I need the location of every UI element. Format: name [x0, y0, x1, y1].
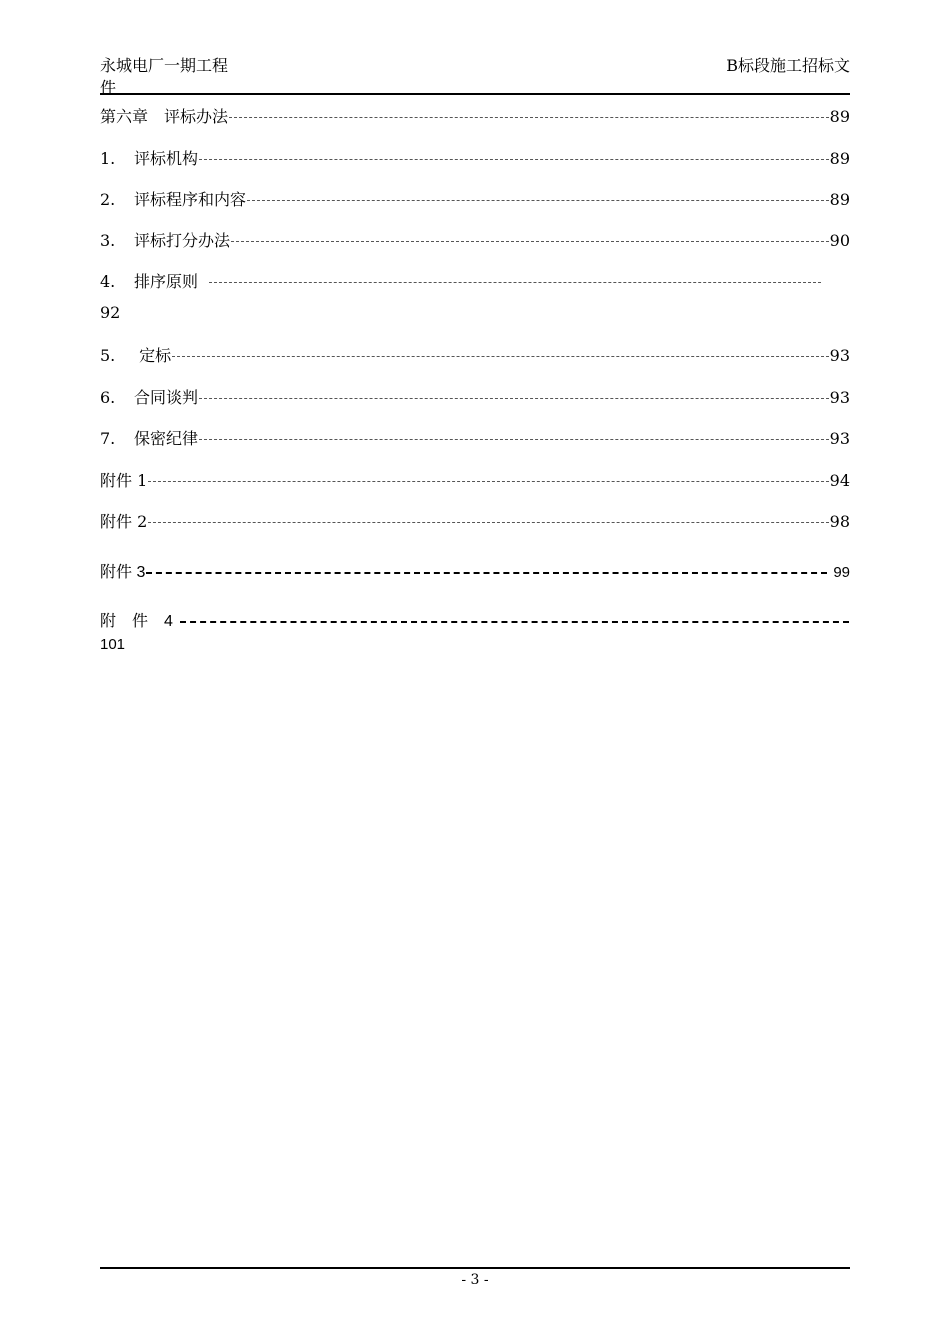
footer-page-number: - 3 - [461, 1272, 489, 1288]
toc-page-number: 89 [829, 107, 850, 126]
toc-item-number: 5. [100, 346, 116, 365]
toc-page-number: 98 [829, 512, 850, 531]
header-project-title: 永城电厂一期工程 [100, 56, 229, 75]
toc-item-row[interactable] [100, 269, 822, 292]
toc-item-number: 2. [100, 190, 116, 209]
toc-chapter-row[interactable] [100, 104, 850, 127]
toc-leader [148, 481, 828, 482]
toc-leader [199, 159, 829, 160]
toc-leader [172, 356, 829, 357]
toc-item-number: 3. [100, 231, 116, 250]
toc-item-row[interactable] [100, 426, 850, 449]
toc-attachment-row[interactable] [100, 509, 850, 532]
toc-item-number: 1. [100, 149, 116, 168]
toc-leader [148, 522, 828, 523]
toc-page-number: 94 [829, 471, 850, 490]
toc-attachment-title: 附 件 4 [100, 613, 173, 630]
toc-item-number: 4. [100, 272, 116, 291]
toc-item-row[interactable] [100, 228, 850, 251]
toc-leader [199, 439, 829, 440]
toc-leader [247, 200, 829, 201]
toc-page-number: 89 [829, 149, 850, 168]
toc-item-number: 7. [100, 429, 116, 448]
toc-page-number: 93 [829, 388, 850, 407]
toc-attachment-title: 附件 1 [100, 471, 148, 490]
toc-attachment-title: 附件 2 [100, 512, 148, 531]
toc-page-number: 90 [829, 231, 850, 250]
header-project-title-wrap: 件 [100, 78, 117, 97]
toc-attachment-row[interactable] [100, 468, 850, 491]
toc-page-number: 89 [829, 190, 850, 209]
toc-page-number-wrapped: 92 [100, 303, 121, 322]
toc-page-number: 99 [833, 564, 850, 581]
toc-item-row[interactable] [100, 385, 850, 408]
toc-page-number: 93 [829, 346, 850, 365]
toc-page-number-wrapped: 101 [100, 636, 126, 653]
toc-attachment-row[interactable] [100, 559, 850, 582]
toc-item-row[interactable] [100, 146, 850, 169]
toc-item-title: 保密纪律 [134, 429, 199, 448]
toc-item-title: 评标程序和内容 [134, 190, 247, 209]
toc-leader [229, 117, 829, 118]
toc-chapter-title: 第六章 评标办法 [100, 107, 229, 126]
header-rule [100, 93, 850, 95]
toc-attachment-title: 附件 3 [100, 564, 146, 581]
toc-leader [231, 241, 829, 242]
toc-item-number: 6. [100, 388, 116, 407]
toc-attachment-row[interactable] [100, 608, 850, 631]
toc-leader [199, 398, 829, 399]
toc-item-title: 定标 [134, 346, 172, 365]
toc-item-title: 评标机构 [134, 149, 199, 168]
toc-leader [146, 572, 827, 574]
toc-item-title: 评标打分办法 [134, 231, 231, 250]
toc-leader [180, 621, 849, 623]
header-document-title: B标段施工招标文 [726, 56, 850, 75]
toc-leader [209, 282, 821, 283]
toc-item-row[interactable] [100, 343, 850, 366]
footer-rule [100, 1267, 850, 1269]
toc-item-title: 合同谈判 [134, 388, 199, 407]
toc-item-row[interactable] [100, 187, 850, 210]
toc-page-number: 93 [829, 429, 850, 448]
toc-item-title: 排序原则 [134, 272, 199, 291]
